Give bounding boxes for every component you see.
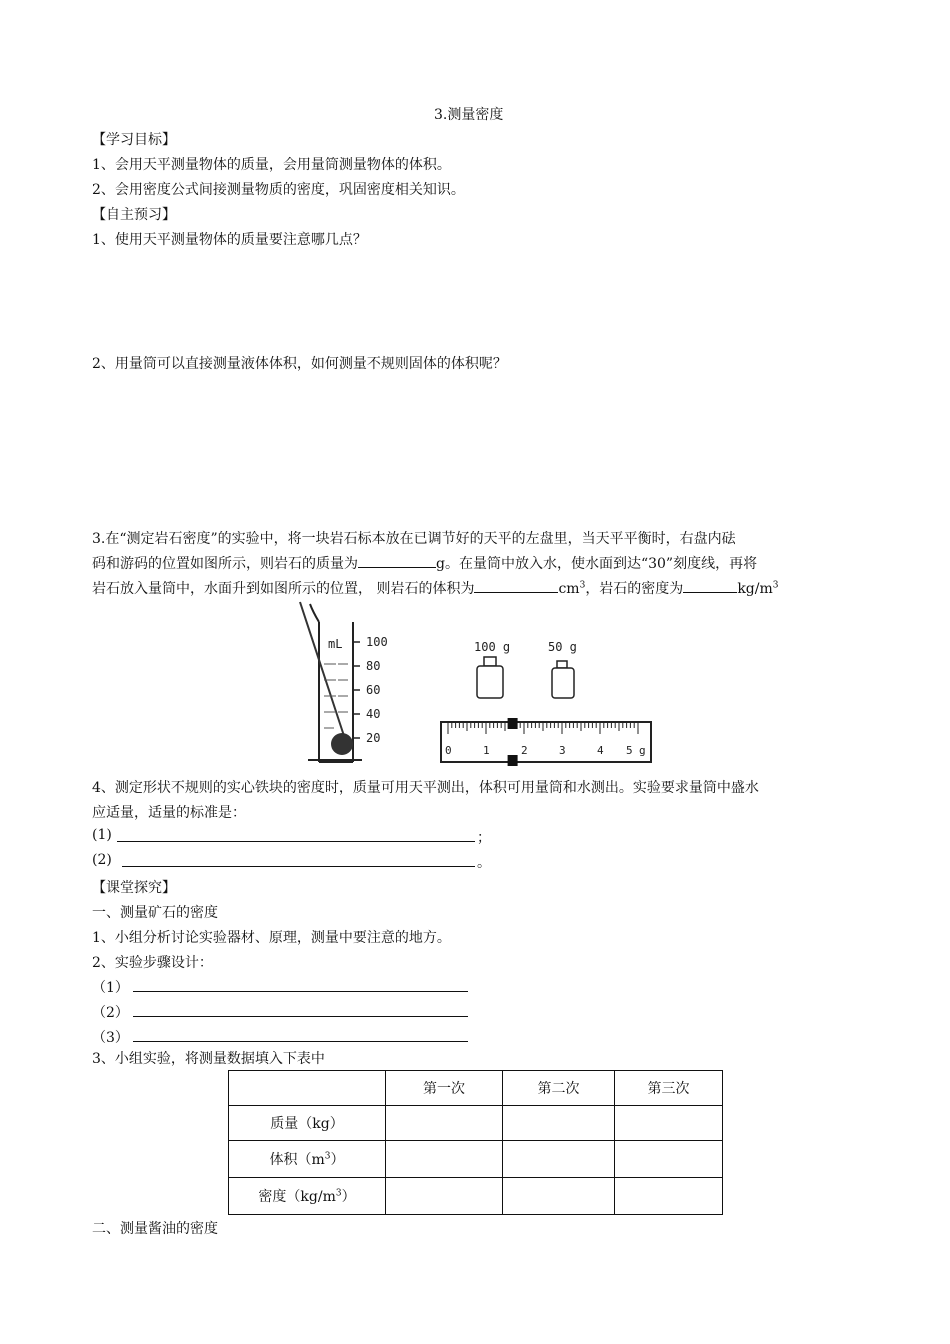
scale-tick-label: 1: [483, 744, 490, 757]
step-2-item-3-line[interactable]: [133, 1041, 468, 1042]
row-label-text: 密度（kg/m: [258, 1189, 336, 1205]
preview-question-2: 2、用量筒可以直接测量液体体积，如何测量不规则固体的体积呢？: [92, 356, 507, 372]
q4-item-1-end: ；: [477, 830, 491, 846]
q3-line-3-text: 岩石放入量筒中，水面升到如图所示的位置， 则岩石的体积为: [92, 581, 475, 597]
step-1: 1、小组分析讨论实验器材、原理，测量中要注意的地方。: [92, 930, 451, 946]
cylinder-tick-label: 100: [366, 635, 388, 649]
q4-line-1: 4、测定形状不规则的实心铁块的密度时，质量可用天平测出，体积可用量筒和水测出。实验要求量筒中盛水: [92, 780, 759, 796]
rock-volume-blank[interactable]: [474, 578, 558, 593]
step-2-item-label: （2）: [92, 1005, 129, 1021]
density-unit-exp: 3: [772, 580, 779, 591]
table-cell[interactable]: [615, 1106, 723, 1141]
cylinder-tick-label: 80: [366, 659, 381, 673]
table-row: [229, 1178, 723, 1215]
cylinder-unit: mL: [328, 637, 343, 651]
q4-item-1-label: (1): [92, 827, 112, 843]
row-label-exp: 3: [335, 1188, 342, 1199]
table-cell[interactable]: [615, 1178, 723, 1215]
table-cell[interactable]: [386, 1178, 503, 1215]
q3-line-3: [92, 578, 778, 598]
volume-unit: cm: [558, 581, 580, 597]
scale-tick-label: 5: [626, 744, 633, 757]
row-label-density: [229, 1178, 386, 1215]
table-corner-cell: [229, 1071, 386, 1106]
table-cell[interactable]: [615, 1141, 723, 1178]
weight-100g-knob: [484, 657, 496, 666]
q3-line-2: [92, 553, 757, 573]
scale-unit: g: [639, 744, 646, 757]
rider-scale-figure: [438, 718, 658, 768]
rider-marker-top: [508, 718, 518, 729]
table-header-row: [229, 1071, 723, 1106]
part-2-heading: 二、测量酱油的密度: [92, 1221, 218, 1237]
row-label-text: 体积（m: [269, 1152, 325, 1168]
q3-line-2-tail: g。在量筒中放入水，使水面到达“30”刻度线，再将: [436, 556, 758, 572]
measurement-table: [228, 1070, 723, 1215]
table-header-cell: 第三次: [615, 1071, 723, 1106]
q4-item-2-answer-line[interactable]: [122, 866, 475, 867]
rock-density-blank[interactable]: [683, 578, 737, 593]
scale-tick-label: 3: [559, 744, 566, 757]
graduated-cylinder-figure: [290, 600, 400, 766]
row-label-mass: [229, 1106, 386, 1141]
table-cell[interactable]: [503, 1141, 615, 1178]
step-3: 3、小组实验，将测量数据填入下表中: [92, 1051, 325, 1067]
q3-line-1: 3.在“测定岩石密度”的实验中，将一块岩石标本放在已调节好的天平的左盘里，当天平平衡时，右盘内砝: [92, 531, 736, 547]
rider-marker-bottom: [508, 755, 518, 766]
step-2-item-2-line[interactable]: [133, 1016, 468, 1017]
explore-header: 【课堂探究】: [92, 880, 176, 896]
table-cell[interactable]: [386, 1141, 503, 1178]
q4-item-2-label: (2): [92, 852, 112, 868]
row-label-tail: ）: [341, 1189, 356, 1205]
step-2: 2、实验步骤设计：: [92, 955, 213, 971]
table-header-cell: 第一次: [386, 1071, 503, 1106]
table-row: [229, 1141, 723, 1178]
row-label-text: 质量（kg）: [270, 1116, 344, 1132]
part-1-heading: 一、测量矿石的密度: [92, 905, 218, 921]
weight-100g-label: 100 g: [474, 640, 511, 654]
goal-2: 2、会用密度公式间接测量物质的密度，巩固密度相关知识。: [92, 182, 465, 198]
preview-header: 【自主预习】: [92, 207, 176, 223]
scale-tick-label: 2: [521, 744, 528, 757]
row-label-tail: ）: [330, 1152, 345, 1168]
row-label-exp: 3: [324, 1151, 331, 1162]
page-title: 3.测量密度: [434, 107, 504, 123]
cylinder-tick-label: 20: [366, 731, 381, 745]
q4-line-2: 应适量，适量的标准是：: [92, 805, 246, 821]
step-2-item-label: （1）: [92, 980, 129, 996]
volume-unit-exp: 3: [579, 580, 586, 591]
cylinder-tick-label: 60: [366, 683, 381, 697]
q3-line-2-text: 码和游码的位置如图所示，则岩石的质量为: [92, 556, 358, 572]
weight-50g: [552, 668, 574, 698]
step-2-item-label: （3）: [92, 1030, 129, 1046]
weight-50g-knob: [557, 661, 567, 668]
goals-header: 【学习目标】: [92, 132, 176, 148]
density-unit: kg/m: [737, 581, 773, 597]
weight-100g: [477, 666, 503, 698]
scale-tick-label: 4: [597, 744, 604, 757]
table-header-cell: 第二次: [503, 1071, 615, 1106]
q4-item-1-answer-line[interactable]: [117, 841, 475, 842]
table-cell[interactable]: [386, 1106, 503, 1141]
rock-mass-blank[interactable]: [358, 553, 436, 568]
goal-1: 1、会用天平测量物体的质量，会用量筒测量物体的体积。: [92, 157, 451, 173]
q4-item-2-end: 。: [477, 855, 491, 871]
row-label-volume: [229, 1141, 386, 1178]
cylinder-tick-label: 40: [366, 707, 381, 721]
scale-tick-label: 0: [445, 744, 452, 757]
table-row: [229, 1106, 723, 1141]
table-cell[interactable]: [503, 1106, 615, 1141]
preview-question-1: 1、使用天平测量物体的质量要注意哪几点？: [92, 232, 367, 248]
weight-50g-label: 50 g: [548, 640, 577, 654]
q3-density-text: ，岩石的密度为: [585, 581, 684, 597]
step-2-item-1-line[interactable]: [133, 991, 468, 992]
rock-sample: [331, 733, 353, 755]
table-cell[interactable]: [503, 1178, 615, 1215]
weights-figure: [460, 635, 600, 705]
